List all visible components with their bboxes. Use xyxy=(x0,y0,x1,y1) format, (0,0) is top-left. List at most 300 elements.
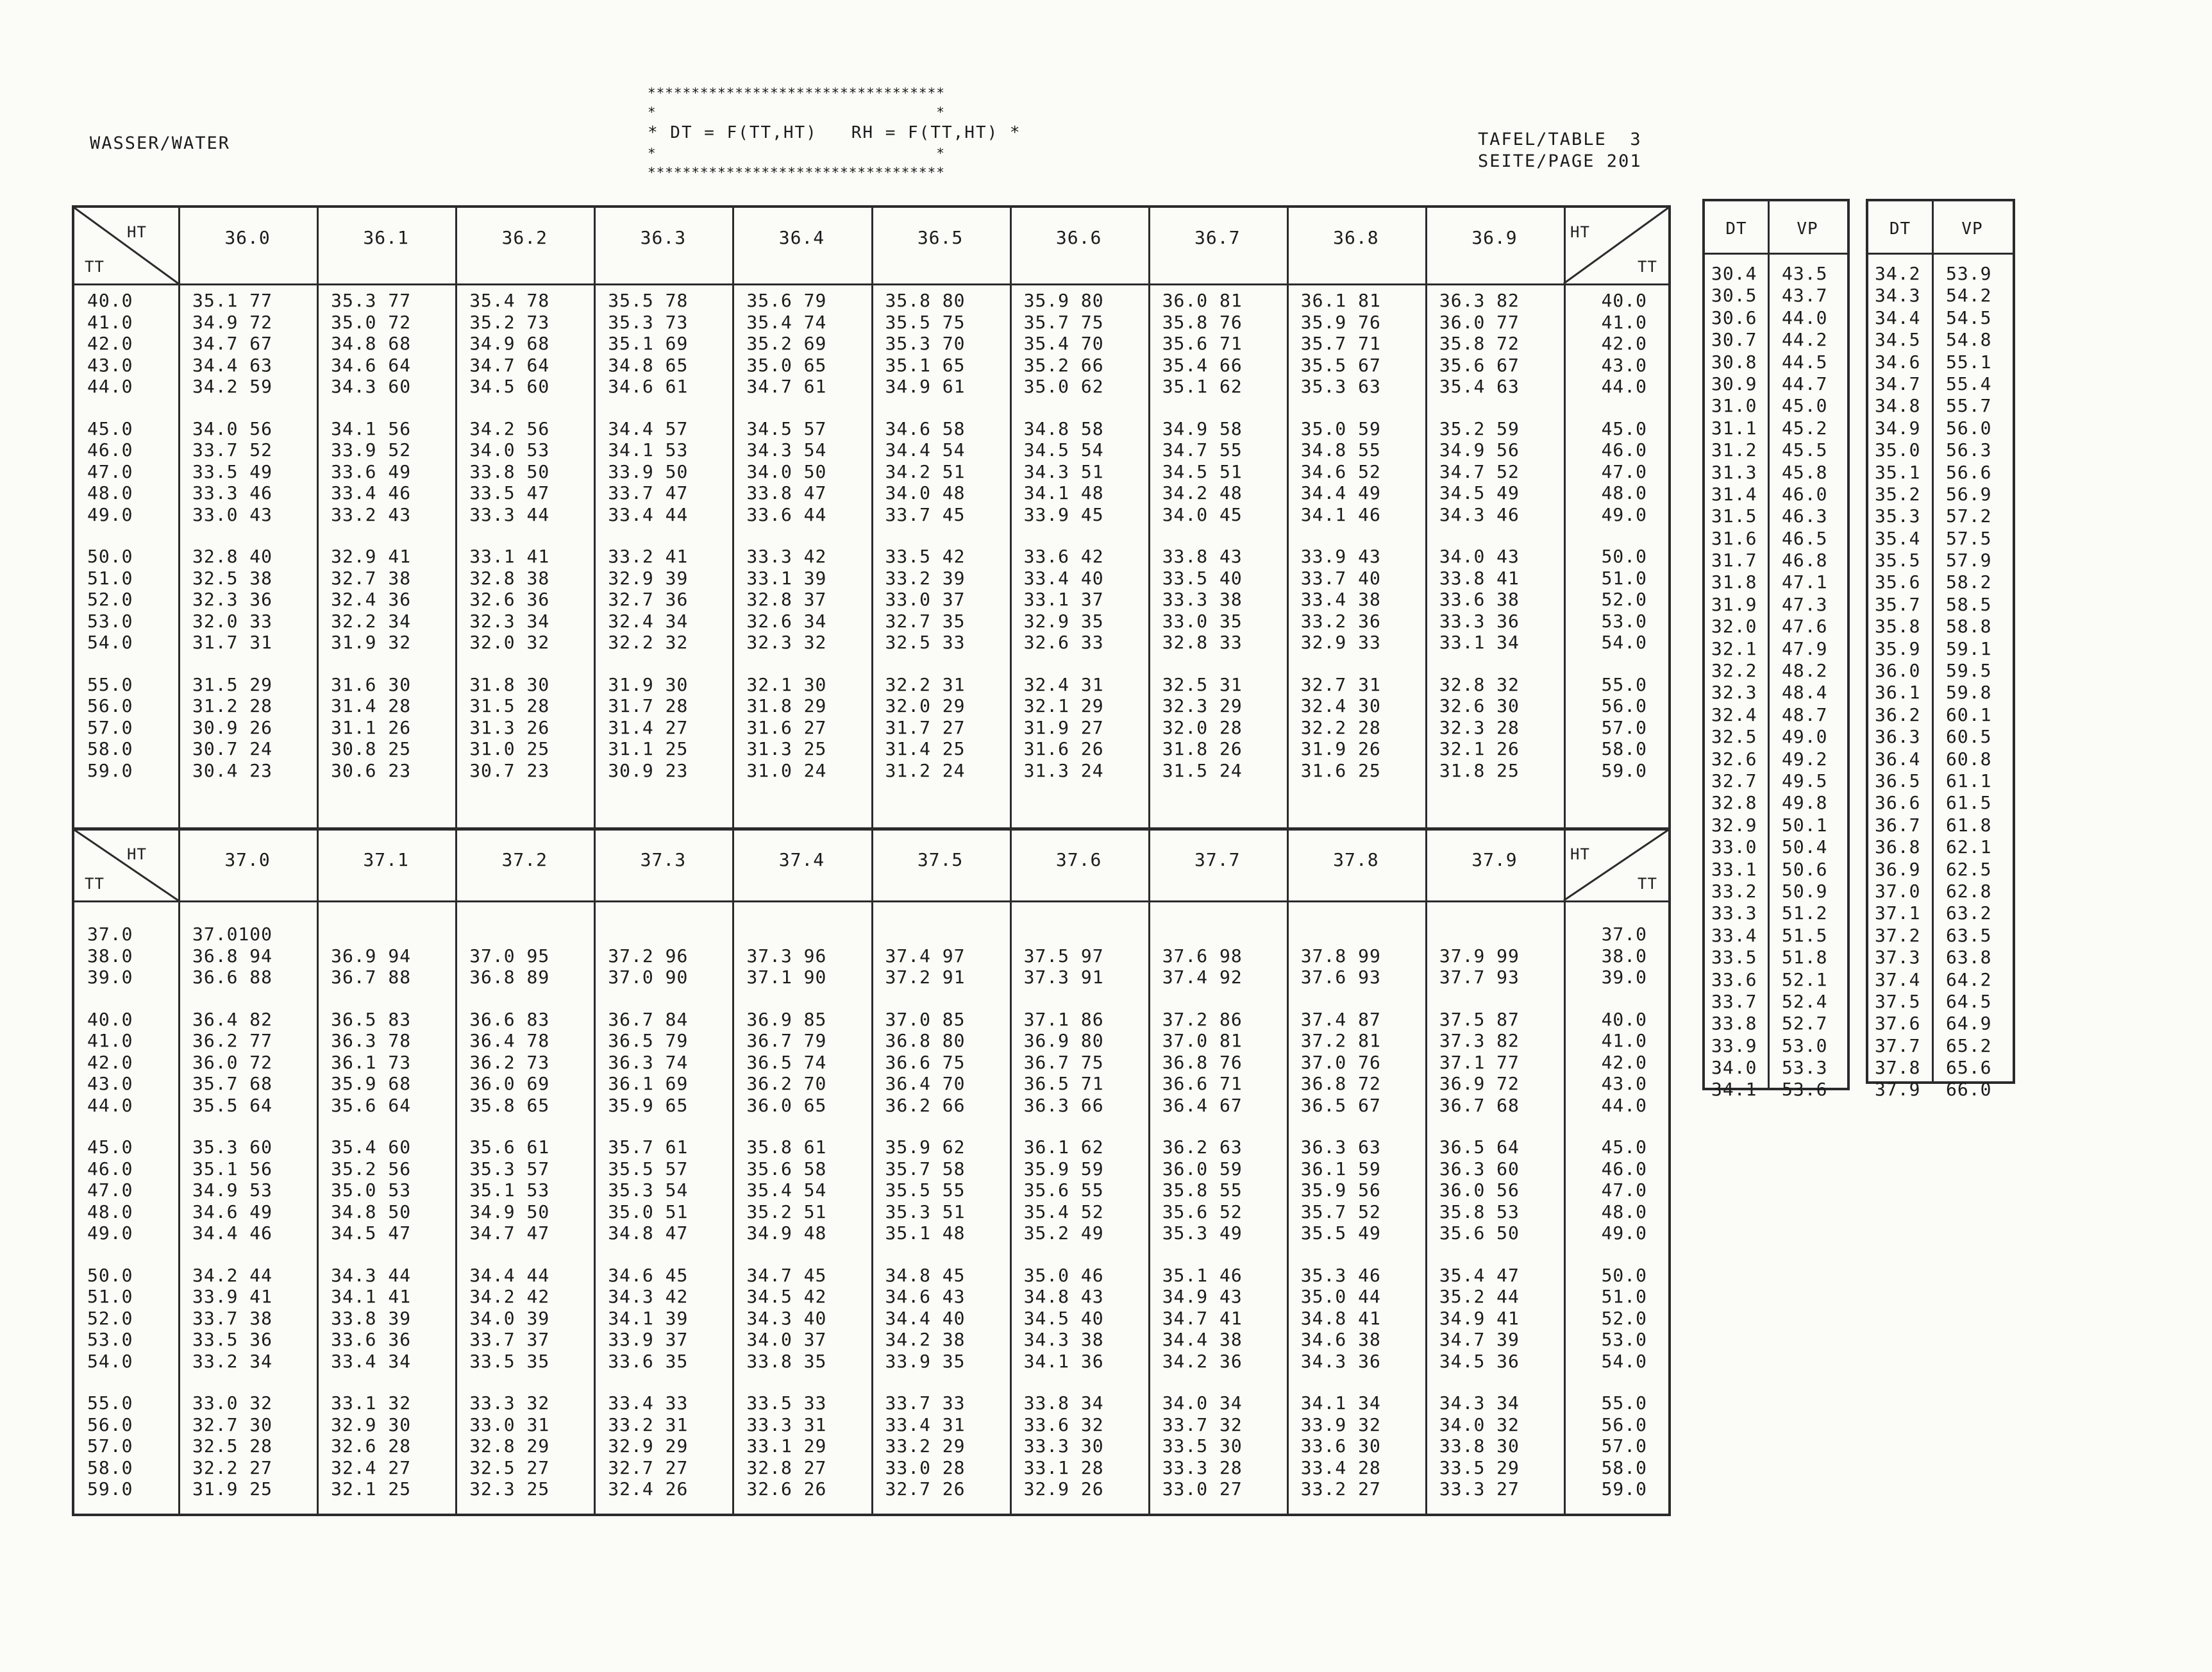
value-cell: 35.0 62 xyxy=(1023,376,1104,397)
value-cell: 33.6 32 xyxy=(1023,1414,1104,1435)
dt-cell: 37.3 xyxy=(1875,947,1921,968)
ht-header: 37.8 xyxy=(1333,849,1379,870)
value-cell: 36.8 94 xyxy=(192,945,273,967)
value-cell: 37.4 92 xyxy=(1162,967,1243,988)
ht-header: 36.0 xyxy=(224,227,271,248)
value-cell: 35.4 47 xyxy=(1439,1264,1520,1286)
vp-cell: 58.2 xyxy=(1946,571,1992,593)
row-gap xyxy=(1024,988,1104,1009)
row-gap xyxy=(885,525,966,546)
value-cell: 35.1 56 xyxy=(192,1158,273,1179)
value-cell: 33.9 37 xyxy=(608,1329,689,1350)
value-column xyxy=(192,924,272,1500)
row-gap xyxy=(1024,398,1104,418)
row-gap xyxy=(192,398,272,418)
tt-left-cell: 53.0 xyxy=(87,610,133,632)
value-cell: 35.2 66 xyxy=(1023,354,1104,376)
value-cell: 34.1 56 xyxy=(331,418,412,439)
dt-cell: 31.6 xyxy=(1711,527,1757,549)
value-cell: 36.6 83 xyxy=(469,1008,550,1030)
value-cell: 34.3 44 xyxy=(331,1264,412,1286)
row-gap xyxy=(1439,1244,1520,1265)
tt-right-cell: 59.0 xyxy=(1601,1478,1647,1499)
vp-cell: 53.9 xyxy=(1946,263,1992,284)
ht-header: 36.2 xyxy=(501,227,548,248)
tt-right-cell: 45.0 xyxy=(1601,418,1647,439)
value-cell: 36.6 88 xyxy=(192,967,273,988)
value-cell: 30.8 25 xyxy=(331,738,412,759)
vp-cell: 61.1 xyxy=(1946,770,1992,791)
vp-cell: 62.8 xyxy=(1946,880,1992,902)
dt-cell: 34.9 xyxy=(1875,417,1921,439)
value-cell: 36.2 70 xyxy=(746,1073,827,1094)
value-cell: 37.2 86 xyxy=(1162,1008,1243,1030)
row-gap xyxy=(1301,398,1381,418)
value-cell: 31.9 32 xyxy=(331,632,412,653)
value-cell: 35.2 51 xyxy=(746,1201,827,1222)
value-cell: 35.3 77 xyxy=(331,290,412,311)
value-cell: 32.1 30 xyxy=(746,673,827,695)
value-cell: 31.9 25 xyxy=(192,1478,273,1499)
tt-right-cell: 53.0 xyxy=(1601,1329,1647,1350)
dt-cell: 32.7 xyxy=(1711,770,1757,791)
value-cell: 35.8 61 xyxy=(746,1136,827,1158)
row-gap xyxy=(192,988,272,1009)
value-cell: 34.5 40 xyxy=(1023,1307,1104,1329)
dt-cell: 30.5 xyxy=(1711,285,1757,307)
value-cell: 32.6 34 xyxy=(746,610,827,632)
value-cell: 32.1 26 xyxy=(1439,738,1520,759)
value-cell: 31.7 31 xyxy=(192,632,273,653)
ht-header: 36.7 xyxy=(1194,227,1241,248)
row-gap xyxy=(87,654,133,674)
row-gap xyxy=(1439,398,1520,418)
value-cell: 36.9 94 xyxy=(331,945,412,967)
value-column xyxy=(331,924,411,1500)
dt-cell: 30.4 xyxy=(1711,263,1757,284)
dt-cell: 30.6 xyxy=(1711,307,1757,328)
value-cell: 37.2 91 xyxy=(885,967,966,988)
value-cell xyxy=(1439,924,1520,945)
value-cell: 33.3 31 xyxy=(746,1414,827,1435)
stars-top: ********************************** xyxy=(648,85,945,101)
stars-edge-top: * * xyxy=(648,105,945,120)
value-cell: 32.0 33 xyxy=(192,610,273,632)
tt-left-cell: 51.0 xyxy=(87,1286,133,1307)
vp-cell: 62.1 xyxy=(1946,836,1992,858)
value-cell: 33.2 29 xyxy=(885,1435,966,1457)
tt-left-cell: 37.0 xyxy=(87,924,133,945)
value-cell: 33.4 46 xyxy=(331,482,412,503)
value-cell: 37.2 96 xyxy=(608,945,689,967)
tt-left-cell: 41.0 xyxy=(87,1030,133,1051)
tt-left-cell: 42.0 xyxy=(87,333,133,354)
vp-cell: 50.1 xyxy=(1782,814,1828,836)
side-table-2 xyxy=(1866,199,2015,1101)
ht-header: 37.7 xyxy=(1194,849,1241,870)
column-divider xyxy=(594,830,596,1514)
vp-cell: 50.9 xyxy=(1782,880,1828,902)
value-cell: 34.4 38 xyxy=(1162,1329,1243,1350)
value-cell: 34.2 48 xyxy=(1162,482,1243,503)
value-cell: 32.9 30 xyxy=(331,1414,412,1435)
row-gap xyxy=(1024,1244,1104,1265)
value-cell: 33.1 39 xyxy=(746,567,827,589)
tt-left-cell: 54.0 xyxy=(87,1350,133,1372)
tt-left-column xyxy=(87,924,133,1500)
tt-left-cell: 47.0 xyxy=(87,460,133,482)
value-cell: 31.9 27 xyxy=(1023,716,1104,738)
value-cell: 33.0 32 xyxy=(192,1392,273,1414)
row-gap xyxy=(1024,525,1104,546)
value-cell: 35.1 48 xyxy=(885,1222,966,1244)
vp-cell: 43.7 xyxy=(1782,285,1828,307)
value-cell: 34.5 57 xyxy=(746,418,827,439)
value-cell: 34.2 38 xyxy=(885,1329,966,1350)
corner-tt-left: TT xyxy=(85,875,105,893)
value-cell: 33.7 32 xyxy=(1162,1414,1243,1435)
vp-cell: 53.6 xyxy=(1782,1079,1828,1101)
tt-right-cell: 47.0 xyxy=(1601,460,1647,482)
vp-cell: 44.5 xyxy=(1782,351,1828,373)
value-cell: 33.3 46 xyxy=(192,482,273,503)
row-gap xyxy=(1301,1244,1381,1265)
row-gap xyxy=(1577,525,1647,546)
vp-cell: 47.9 xyxy=(1782,638,1828,659)
value-cell: 37.6 93 xyxy=(1300,967,1381,988)
value-cell: 32.1 29 xyxy=(1023,695,1104,716)
column-divider xyxy=(1564,830,1566,1514)
tt-left-cell: 56.0 xyxy=(87,695,133,716)
value-cell: 37.0100 xyxy=(192,924,273,945)
dt-cell: 36.1 xyxy=(1875,682,1921,704)
vp-header: VP xyxy=(1961,219,1983,239)
row-gap xyxy=(1162,398,1243,418)
value-cell: 37.2 81 xyxy=(1300,1030,1381,1051)
value-cell: 36.1 81 xyxy=(1300,290,1381,311)
value-cell: 33.8 39 xyxy=(331,1307,412,1329)
value-cell: 35.2 49 xyxy=(1023,1222,1104,1244)
vp-cell: 55.1 xyxy=(1946,351,1992,373)
dt-cell: 34.0 xyxy=(1711,1057,1757,1079)
ht-header: 37.0 xyxy=(224,849,271,870)
row-gap xyxy=(885,988,966,1009)
value-cell: 31.0 24 xyxy=(746,759,827,781)
vp-cell: 54.5 xyxy=(1946,307,1992,328)
value-cell: 31.6 27 xyxy=(746,716,827,738)
value-cell: 34.7 67 xyxy=(192,333,273,354)
dt-cell: 34.5 xyxy=(1875,329,1921,351)
row-gap xyxy=(1439,1372,1520,1392)
value-cell: 35.7 75 xyxy=(1023,311,1104,333)
value-cell xyxy=(1301,924,1381,945)
dt-cell: 31.2 xyxy=(1711,439,1757,461)
value-cell: 32.7 30 xyxy=(192,1414,273,1435)
tt-left-cell: 41.0 xyxy=(87,311,133,333)
dt-cell: 32.6 xyxy=(1711,748,1757,770)
dt-cell: 34.6 xyxy=(1875,351,1921,373)
row-gap xyxy=(1439,1116,1520,1136)
tt-left-cell: 53.0 xyxy=(87,1329,133,1350)
dt-cell: 30.8 xyxy=(1711,351,1757,373)
value-cell: 33.0 35 xyxy=(1162,610,1243,632)
value-cell: 34.6 61 xyxy=(608,376,689,397)
tt-left-cell: 57.0 xyxy=(87,716,133,738)
value-cell: 34.2 51 xyxy=(885,460,966,482)
vp-cell: 51.5 xyxy=(1782,924,1828,946)
vp-cell: 48.7 xyxy=(1782,704,1828,725)
dt-cell: 35.5 xyxy=(1875,550,1921,571)
value-cell: 33.8 47 xyxy=(746,482,827,503)
tt-left-cell: 52.0 xyxy=(87,589,133,610)
value-cell: 34.6 64 xyxy=(331,354,412,376)
tt-left-cell: 50.0 xyxy=(87,546,133,567)
value-cell: 34.4 44 xyxy=(469,1264,550,1286)
tt-right-cell: 52.0 xyxy=(1601,1307,1647,1329)
value-cell: 33.1 28 xyxy=(1023,1457,1104,1478)
dt-cell: 31.5 xyxy=(1711,505,1757,527)
value-cell: 31.4 27 xyxy=(608,716,689,738)
value-cell: 36.2 73 xyxy=(469,1051,550,1073)
vp-cell: 65.2 xyxy=(1946,1034,1992,1056)
value-cell: 36.3 60 xyxy=(1439,1158,1520,1179)
value-cell: 31.9 26 xyxy=(1300,738,1381,759)
value-cell: 35.3 57 xyxy=(469,1158,550,1179)
column-divider xyxy=(732,830,734,1514)
value-cell: 33.0 37 xyxy=(885,589,966,610)
row-gap xyxy=(331,1116,411,1136)
vp-cell: 44.0 xyxy=(1782,307,1828,328)
value-cell: 32.5 38 xyxy=(192,567,273,589)
value-cell: 32.9 41 xyxy=(331,546,412,567)
row-gap xyxy=(885,1372,966,1392)
value-cell: 35.7 61 xyxy=(608,1136,689,1158)
value-cell: 33.1 34 xyxy=(1439,632,1520,653)
value-cell: 33.7 40 xyxy=(1300,567,1381,589)
value-cell: 33.7 45 xyxy=(885,503,966,525)
row-gap xyxy=(87,1244,133,1265)
value-cell: 35.6 52 xyxy=(1162,1201,1243,1222)
page-label: SEITE/PAGE 201 xyxy=(1478,151,1642,171)
row-gap xyxy=(469,654,549,674)
tt-left-cell: 45.0 xyxy=(87,418,133,439)
value-cell xyxy=(1162,924,1243,945)
value-cell: 35.4 60 xyxy=(331,1136,412,1158)
value-cell: 31.3 24 xyxy=(1023,759,1104,781)
value-cell: 32.8 27 xyxy=(746,1457,827,1478)
lower-table xyxy=(72,827,1671,1516)
value-cell: 33.2 41 xyxy=(608,546,689,567)
tt-right-cell: 50.0 xyxy=(1601,546,1647,567)
value-cell: 33.3 32 xyxy=(469,1392,550,1414)
tt-right-cell: 38.0 xyxy=(1601,945,1647,967)
row-gap xyxy=(331,1244,411,1265)
value-cell: 34.8 43 xyxy=(1023,1286,1104,1307)
row-gap xyxy=(608,1244,688,1265)
value-cell: 32.7 26 xyxy=(885,1478,966,1499)
row-gap xyxy=(608,654,688,674)
tt-left-cell: 45.0 xyxy=(87,1136,133,1158)
value-cell: 33.4 34 xyxy=(331,1350,412,1372)
dt-cell: 30.7 xyxy=(1711,329,1757,351)
value-cell: 37.0 95 xyxy=(469,945,550,967)
value-cell: 32.9 39 xyxy=(608,567,689,589)
tt-right-cell: 58.0 xyxy=(1601,1457,1647,1478)
ht-header: 36.5 xyxy=(917,227,964,248)
value-column xyxy=(469,924,549,1500)
row-gap xyxy=(331,398,411,418)
value-cell: 31.8 26 xyxy=(1162,738,1243,759)
vp-column xyxy=(1782,263,1827,1101)
value-cell: 36.3 74 xyxy=(608,1051,689,1073)
value-cell: 35.6 67 xyxy=(1439,354,1520,376)
value-cell: 32.3 32 xyxy=(746,632,827,653)
row-gap xyxy=(608,1372,688,1392)
row-gap xyxy=(192,1372,272,1392)
column-divider xyxy=(1287,208,1289,828)
side-divider xyxy=(1768,201,1770,1088)
value-cell: 37.3 82 xyxy=(1439,1030,1520,1051)
dt-column xyxy=(1875,263,1920,1101)
dt-cell: 35.6 xyxy=(1875,571,1921,593)
value-cell: 34.9 58 xyxy=(1162,418,1243,439)
value-cell: 33.6 36 xyxy=(331,1329,412,1350)
tt-right-cell: 59.0 xyxy=(1601,759,1647,781)
dt-cell: 37.1 xyxy=(1875,902,1921,924)
ht-header: 37.6 xyxy=(1055,849,1102,870)
value-cell: 33.3 42 xyxy=(746,546,827,567)
value-cell: 34.1 39 xyxy=(608,1307,689,1329)
value-cell: 35.7 52 xyxy=(1300,1201,1381,1222)
value-cell: 35.2 44 xyxy=(1439,1286,1520,1307)
dt-column xyxy=(1711,263,1757,1101)
dt-cell: 34.1 xyxy=(1711,1079,1757,1101)
value-cell: 34.9 48 xyxy=(746,1222,827,1244)
value-cell: 31.1 25 xyxy=(608,738,689,759)
vp-cell: 47.3 xyxy=(1782,593,1828,615)
row-gap xyxy=(885,1116,966,1136)
value-cell: 35.2 73 xyxy=(469,311,550,333)
tt-right-cell: 57.0 xyxy=(1601,716,1647,738)
row-gap xyxy=(1162,1244,1243,1265)
value-cell: 34.8 50 xyxy=(331,1201,412,1222)
value-cell: 33.2 27 xyxy=(1300,1478,1381,1499)
dt-cell: 35.7 xyxy=(1875,593,1921,615)
row-gap xyxy=(608,398,688,418)
value-cell: 36.0 69 xyxy=(469,1073,550,1094)
value-cell: 32.8 33 xyxy=(1162,632,1243,653)
vp-cell: 56.0 xyxy=(1946,417,1992,439)
value-cell: 36.5 71 xyxy=(1023,1073,1104,1094)
dt-cell: 37.2 xyxy=(1875,924,1921,946)
tt-right-cell: 46.0 xyxy=(1601,1158,1647,1179)
value-cell: 32.3 28 xyxy=(1439,716,1520,738)
tt-left-cell: 46.0 xyxy=(87,1158,133,1179)
value-cell: 35.8 80 xyxy=(885,290,966,311)
value-cell: 34.0 39 xyxy=(469,1307,550,1329)
row-gap xyxy=(885,1244,966,1265)
value-cell: 35.0 51 xyxy=(608,1201,689,1222)
dt-cell: 32.0 xyxy=(1711,616,1757,638)
value-cell: 37.5 97 xyxy=(1023,945,1104,967)
value-cell: 35.0 65 xyxy=(746,354,827,376)
vp-cell: 52.7 xyxy=(1782,1013,1828,1034)
tt-right-cell: 48.0 xyxy=(1601,482,1647,503)
dt-cell: 33.0 xyxy=(1711,836,1757,858)
vp-cell: 47.1 xyxy=(1782,571,1828,593)
value-cell: 31.5 24 xyxy=(1162,759,1243,781)
value-cell: 34.7 39 xyxy=(1439,1329,1520,1350)
value-cell: 34.6 49 xyxy=(192,1201,273,1222)
value-cell: 32.5 31 xyxy=(1162,673,1243,695)
value-cell: 33.2 36 xyxy=(1300,610,1381,632)
row-gap xyxy=(87,1116,133,1136)
value-cell: 36.7 75 xyxy=(1023,1051,1104,1073)
value-cell: 31.6 25 xyxy=(1300,759,1381,781)
tt-right-cell: 40.0 xyxy=(1601,290,1647,311)
value-cell: 36.3 66 xyxy=(1023,1094,1104,1116)
row-gap xyxy=(1301,1372,1381,1392)
vp-cell: 58.8 xyxy=(1946,616,1992,638)
dt-cell: 33.6 xyxy=(1711,968,1757,990)
value-cell: 32.0 28 xyxy=(1162,716,1243,738)
vp-cell: 49.8 xyxy=(1782,792,1828,814)
value-cell: 32.0 32 xyxy=(469,632,550,653)
page-title-left: WASSER/WATER xyxy=(90,133,231,153)
value-column xyxy=(331,290,411,781)
column-divider xyxy=(732,208,734,828)
vp-cell: 63.8 xyxy=(1946,947,1992,968)
value-cell: 34.6 38 xyxy=(1300,1329,1381,1350)
value-cell: 34.7 52 xyxy=(1439,460,1520,482)
value-cell: 30.7 24 xyxy=(192,738,273,759)
dt-cell: 37.9 xyxy=(1875,1079,1921,1101)
value-column xyxy=(1301,290,1381,781)
row-gap xyxy=(87,988,133,1009)
row-gap xyxy=(1439,654,1520,674)
value-cell: 35.6 71 xyxy=(1162,333,1243,354)
value-column xyxy=(1024,290,1104,781)
value-cell: 34.0 43 xyxy=(1439,546,1520,567)
value-cell: 37.3 96 xyxy=(746,945,827,967)
corner-tt-right: TT xyxy=(1638,258,1657,276)
value-cell: 33.8 30 xyxy=(1439,1435,1520,1457)
vp-cell: 64.9 xyxy=(1946,1013,1992,1034)
row-gap xyxy=(469,1244,549,1265)
value-cell: 35.9 65 xyxy=(608,1094,689,1116)
column-divider xyxy=(178,208,180,828)
value-column xyxy=(1162,924,1243,1500)
dt-cell: 36.5 xyxy=(1875,770,1921,791)
value-cell: 33.5 49 xyxy=(192,460,273,482)
tt-right-cell: 58.0 xyxy=(1601,738,1647,759)
value-cell: 34.5 60 xyxy=(469,376,550,397)
row-gap xyxy=(192,654,272,674)
value-cell: 36.4 67 xyxy=(1162,1094,1243,1116)
value-cell: 31.1 26 xyxy=(331,716,412,738)
dt-cell: 35.4 xyxy=(1875,527,1921,549)
vp-cell: 58.5 xyxy=(1946,593,1992,615)
row-gap xyxy=(746,1372,826,1392)
value-cell: 33.4 38 xyxy=(1300,589,1381,610)
row-gap xyxy=(1577,1244,1647,1265)
value-cell: 34.3 51 xyxy=(1023,460,1104,482)
tt-left-cell: 43.0 xyxy=(87,1073,133,1094)
value-cell: 33.0 31 xyxy=(469,1414,550,1435)
value-cell: 35.4 78 xyxy=(469,290,550,311)
tt-right-cell: 56.0 xyxy=(1601,695,1647,716)
row-gap xyxy=(1439,525,1520,546)
